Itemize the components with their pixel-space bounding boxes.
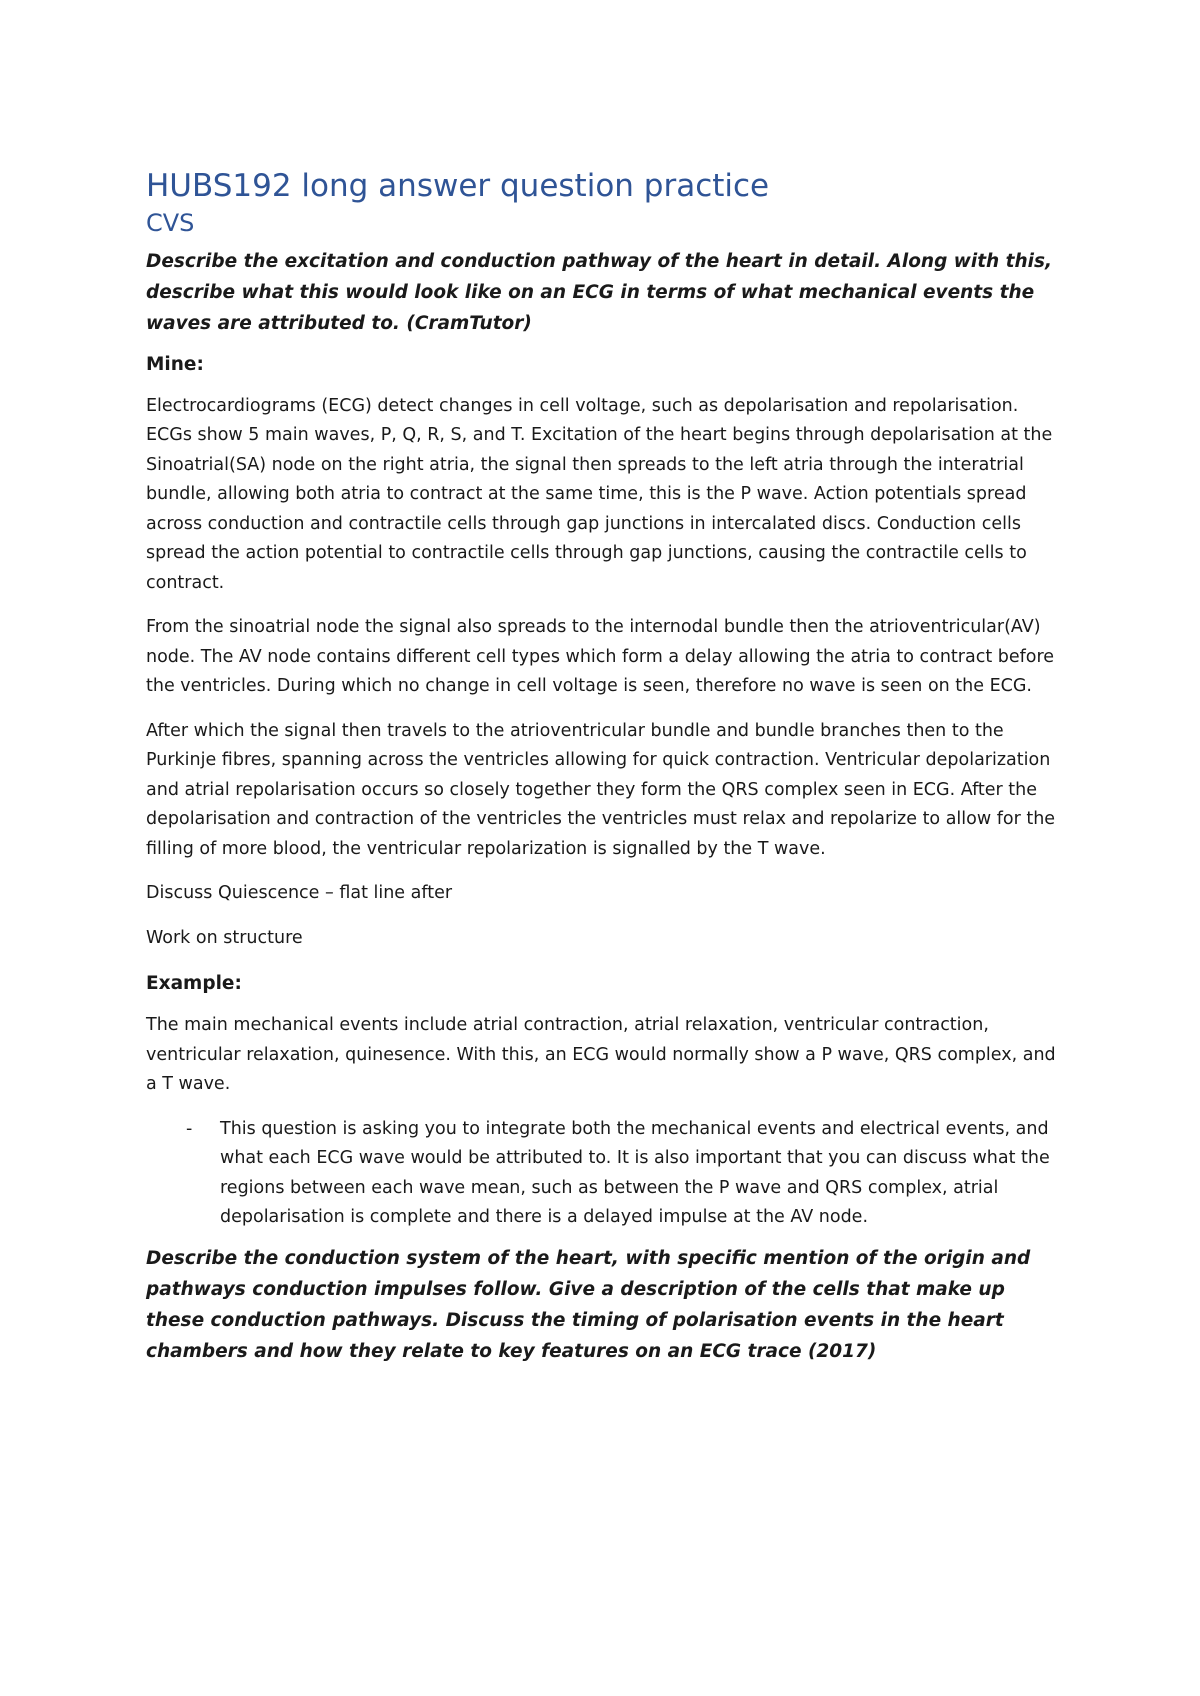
example-bullet-list — [146, 1115, 1060, 1233]
question-1: Describe the excitation and conduction pathway of the heart in detail. Along with this, describe what this would look like on an ECG in terms of what mechanical events the waves are attributed to. (CramTutor) — [146, 250, 1053, 334]
mine-paragraph-2: From the sinoatrial node the signal also spreads to the internodal bundle then the atrioventricular(AV) node. The AV node contains different cell types which form a delay allowing the atria to contract before the ventricles. During which no change in cell voltage is seen, therefore no wave is seen on the ECG. — [146, 617, 1055, 697]
mine-paragraph-3: After which the signal then travels to the atrioventricular bundle and bundle branches then to the Purkinje fibres, spanning across the ventricles allowing for quick contraction. Ventricular depolarization and atrial repolarisation occurs so closely together they form the QRS complex seen in ECG. After the depolarisation and contraction of the ventricles the ventricles must relax and repolarize to allow for the filling of more blood, the ventricular repolarization is signalled by the T wave. — [146, 720, 1056, 859]
bullet-dash: - — [186, 1118, 193, 1139]
example-heading: Example: — [146, 973, 242, 995]
mine-paragraph-1: Electrocardiograms (ECG) detect changes in cell voltage, such as depolarisation and repolarisation. ECGs show 5 main waves, P, Q, R, S, and T. Excitation of the heart begins through depolarisation at the Sinoatrial(SA) node on the right atria, the signal then spreads to the left atria through the interatrial bundle, allowing both atria to contract at the same time, this is the P wave. Action potentials spread across conduction and contractile cells through gap junctions in intercalated discs. Conduction cells spread the action potential to contractile cells through gap junctions, causing the contractile cells to contract. — [146, 395, 1053, 593]
document-title: HUBS192 long answer question practice — [146, 168, 770, 204]
mine-note-structure: Work on structure — [146, 927, 303, 948]
example-paragraph: The main mechanical events include atrial contraction, atrial relaxation, ventricular contraction, ventricular relaxation, quinesence. With this, an ECG would normally show a P wave, QRS complex, and a T wave. — [146, 1015, 1056, 1095]
section-subtitle: CVS — [146, 209, 195, 238]
list-item — [146, 1115, 1060, 1233]
mine-heading: Mine: — [146, 353, 204, 375]
bullet-text: This question is asking you to integrate both the mechanical events and electrical events, and what each ECG wave would be attributed to. It is also important that you can discuss what the regions between each wave mean, such as between the P wave and QRS complex, atrial depolarisation is complete and there is a delayed impulse at the AV node. — [220, 1118, 1050, 1228]
mine-note-quiescence: Discuss Quiescence – flat line after — [146, 883, 453, 904]
question-2: Describe the conduction system of the heart, with specific mention of the origin and pathways conduction impulses follow. Give a description of the cells that make up these conduction pathways. Discuss the timing of polarisation events in the heart chambers and how they relate to key features on an ECG trace (2017) — [146, 1247, 1031, 1362]
